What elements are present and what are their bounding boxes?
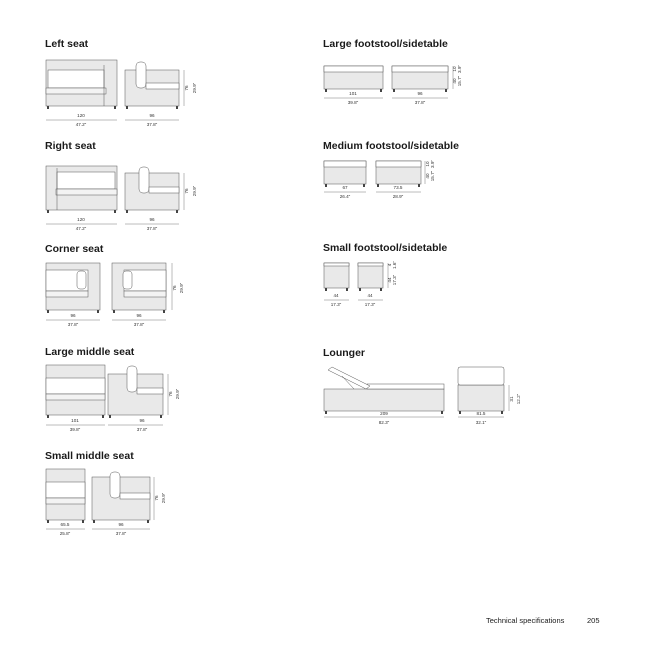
footer-section-label: Technical specifications (486, 616, 565, 625)
left-seat-title: Left seat (45, 38, 89, 50)
medium-footstool-top-cm: 10 (425, 161, 430, 167)
medium-footstool-width-cm: 67 (342, 185, 348, 190)
right-seat-side-view (125, 167, 179, 213)
left-seat-height-in: 29.9" (192, 82, 197, 94)
corner-seat-width-in: 37.8" (67, 322, 79, 327)
lounger-width-in: 32.1" (475, 420, 487, 425)
right-seat-height-cm: 76 (184, 188, 189, 194)
large-middle-seat-width-in: 39.8" (69, 427, 81, 432)
medium-footstool-title: Medium footstool/sidetable (323, 140, 459, 152)
lounger-title: Lounger (323, 347, 365, 359)
small-footstool-side-view (358, 263, 383, 291)
left-seat-side-view (125, 62, 179, 109)
right-seat-front-view (46, 166, 117, 213)
large-footstool-front-view (324, 66, 383, 92)
medium-footstool-side-view (376, 161, 421, 187)
right-seat-depth-cm: 96 (149, 217, 155, 222)
left-seat-front-view (46, 60, 117, 109)
medium-footstool-height-in: 15.7" (430, 170, 435, 182)
corner-seat-height-in: 29.9" (179, 282, 184, 294)
small-footstool-top-in: 1.6" (392, 260, 397, 270)
left-seat-diagram (44, 57, 204, 129)
large-footstool-title: Large footstool/sidetable (323, 38, 448, 50)
medium-footstool-top-in: 3.9" (430, 159, 435, 169)
small-middle-seat-depth-in: 37.8" (115, 531, 127, 536)
right-seat-depth-in: 37.8" (146, 226, 158, 231)
large-footstool-height-in: 15.7" (457, 75, 462, 87)
medium-footstool-depth-in: 28.9" (392, 194, 404, 199)
small-footstool-width-in: 17.3" (330, 302, 342, 307)
large-footstool-width-in: 39.8" (347, 100, 359, 105)
corner-seat-depth-cm: 96 (136, 313, 142, 318)
large-middle-seat-depth-in: 37.8" (136, 427, 148, 432)
lounger-length-cm: 209 (380, 411, 388, 416)
medium-footstool-depth-cm: 73.5 (393, 185, 403, 190)
small-footstool-height-in: 17.3" (392, 274, 397, 286)
large-footstool-height-cm: 40 (452, 78, 457, 84)
small-middle-seat-width-in: 25.8" (59, 531, 71, 536)
right-seat-width-in: 47.2" (75, 226, 87, 231)
small-footstool-depth-cm: 44 (367, 293, 373, 298)
large-footstool-side-view (392, 66, 448, 92)
medium-footstool-width-in: 26.4" (339, 194, 351, 199)
small-middle-seat-title: Small middle seat (45, 450, 134, 462)
left-seat-width-in: 47.2" (75, 122, 87, 127)
small-middle-seat-depth-cm: 96 (118, 522, 124, 527)
large-footstool-top-cm: 10 (452, 66, 457, 72)
lounger-height-cm: 31 (509, 396, 514, 402)
large-middle-seat-side-view (108, 366, 163, 418)
large-middle-seat-title: Large middle seat (45, 346, 135, 358)
right-seat-title: Right seat (45, 140, 96, 152)
lounger-height-in: 12.2" (516, 393, 521, 405)
large-footstool-depth-cm: 96 (417, 91, 423, 96)
small-footstool-title: Small footstool/sidetable (323, 242, 448, 254)
large-middle-seat-width-cm: 101 (71, 418, 79, 423)
left-seat-width-cm: 120 (77, 113, 85, 118)
large-footstool-width-cm: 101 (349, 91, 357, 96)
right-seat-width-cm: 120 (77, 217, 85, 222)
small-middle-seat-width-cm: 65.5 (60, 522, 70, 527)
right-seat-height-in: 29.9" (192, 185, 197, 197)
small-footstool-front-view (324, 263, 349, 291)
left-seat-depth-in: 37.8" (146, 122, 158, 127)
small-footstool-depth-in: 17.3" (364, 302, 376, 307)
small-middle-seat-front-view (46, 469, 85, 523)
medium-footstool-height-cm: 40 (425, 173, 430, 179)
corner-seat-side-view (112, 263, 166, 313)
right-seat-diagram (44, 160, 204, 232)
small-footstool-top-cm: 4 (387, 263, 392, 267)
small-middle-seat-side-view (92, 472, 150, 523)
large-middle-seat-height-in: 29.9" (175, 388, 180, 400)
large-middle-seat-height-cm: 76 (168, 391, 173, 397)
small-middle-seat-diagram (44, 467, 204, 539)
large-footstool-top-in: 3.9" (457, 64, 462, 74)
lounger-width-cm: 81.5 (476, 411, 486, 416)
medium-footstool-front-view (324, 161, 366, 187)
lounger-length-in: 82.3" (378, 420, 390, 425)
left-seat-height-cm: 76 (184, 85, 189, 91)
medium-footstool-diagram (322, 157, 482, 209)
large-footstool-diagram (322, 60, 482, 112)
large-middle-seat-front-view (46, 365, 105, 418)
left-seat-depth-cm: 96 (149, 113, 155, 118)
lounger-front-view (458, 367, 504, 414)
small-middle-seat-height-cm: 76 (154, 495, 159, 501)
large-middle-seat-depth-cm: 96 (139, 418, 145, 423)
corner-seat-diagram (44, 260, 204, 332)
large-footstool-depth-in: 37.8" (414, 100, 426, 105)
small-footstool-width-cm: 44 (333, 293, 339, 298)
page-number: 205 (587, 616, 600, 625)
large-middle-seat-diagram (44, 363, 204, 435)
corner-seat-width-cm: 96 (70, 313, 76, 318)
lounger-diagram (322, 364, 542, 434)
corner-seat-front-view (46, 263, 100, 313)
corner-seat-title: Corner seat (45, 243, 104, 255)
small-footstool-diagram (322, 259, 482, 319)
corner-seat-depth-in: 37.8" (133, 322, 145, 327)
lounger-side-view (324, 367, 444, 414)
small-footstool-height-cm: 44 (387, 277, 392, 283)
small-middle-seat-height-in: 29.9" (161, 492, 166, 504)
corner-seat-height-cm: 76 (172, 285, 177, 291)
